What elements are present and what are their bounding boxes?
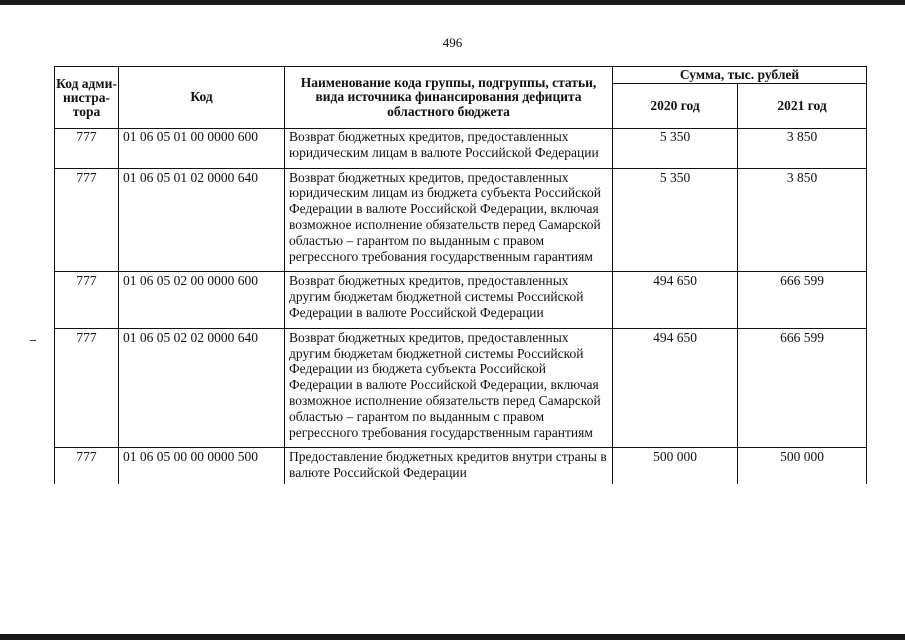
header-year-2020: 2020 год <box>613 84 738 129</box>
cell-admin: 777 <box>55 448 119 484</box>
header-sum: Сумма, тыс. рублей <box>613 67 867 84</box>
cell-2020: 5 350 <box>613 168 738 272</box>
table-row <box>55 328 867 448</box>
header-code: Код <box>119 67 285 129</box>
page-number: 496 <box>442 35 463 50</box>
cell-name: Возврат бюджетных кредитов, предоставленных другим бюджетам бюджетной системы Российской Федерации в валюте Российской Федерации <box>285 272 613 328</box>
cell-code: 01 06 05 00 00 0000 500 <box>119 448 285 484</box>
table-row <box>55 272 867 328</box>
cell-code: 01 06 05 02 00 0000 600 <box>119 272 285 328</box>
cell-name: Предоставление бюджетных кредитов внутри страны в валюте Российской Федерации <box>285 448 613 484</box>
header-name: Наименование кода группы, подгруппы, статьи, вида источника финансирования дефицита областного бюджета <box>285 67 613 129</box>
cell-2021: 500 000 <box>738 448 867 484</box>
cell-name: Возврат бюджетных кредитов, предоставленных другим бюджетам бюджетной системы Российской Федерации из бюджета субъекта Российской Федерации в валюте Российской Федерации, включая возможное исполнение обязательств перед Самарской областью – гарантом по выданным с правом регрессного требования государственным гарантиям <box>285 328 613 448</box>
cell-code: 01 06 05 01 00 0000 600 <box>119 129 285 169</box>
table-header <box>55 67 867 129</box>
cell-2021: 666 599 <box>738 272 867 328</box>
header-admin-code: Код адми-нистра-тора <box>55 67 119 129</box>
budget-sources-table <box>54 66 867 484</box>
cell-2021: 3 850 <box>738 168 867 272</box>
cell-2021: 666 599 <box>738 328 867 448</box>
cell-2020: 494 650 <box>613 328 738 448</box>
cell-2020: 5 350 <box>613 129 738 169</box>
cell-2021: 3 850 <box>738 129 867 169</box>
cell-admin: 777 <box>55 168 119 272</box>
scan-border-bottom <box>0 634 905 640</box>
cell-admin: 777 <box>55 328 119 448</box>
table-row <box>55 448 867 484</box>
table-row <box>55 168 867 272</box>
cell-code: 01 06 05 01 02 0000 640 <box>119 168 285 272</box>
table-row <box>55 129 867 169</box>
table-body <box>55 129 867 484</box>
cell-code: 01 06 05 02 02 0000 640 <box>119 328 285 448</box>
cell-2020: 494 650 <box>613 272 738 328</box>
cell-name: Возврат бюджетных кредитов, предоставленных юридическим лицам в валюте Российской Федерации <box>285 129 613 169</box>
header-year-2021: 2021 год <box>738 84 867 129</box>
cell-name: Возврат бюджетных кредитов, предоставленных юридическим лицам из бюджета субъекта Российской Федерации в валюте Российской Федерации, включая возможное исполнение обязательств перед Самарской областью – гарантом по выданным с правом регрессного требования государственным гарантиям <box>285 168 613 272</box>
cell-admin: 777 <box>55 129 119 169</box>
cell-admin: 777 <box>55 272 119 328</box>
margin-mark <box>30 340 36 341</box>
scan-border-top <box>0 0 905 5</box>
cell-2020: 500 000 <box>613 448 738 484</box>
